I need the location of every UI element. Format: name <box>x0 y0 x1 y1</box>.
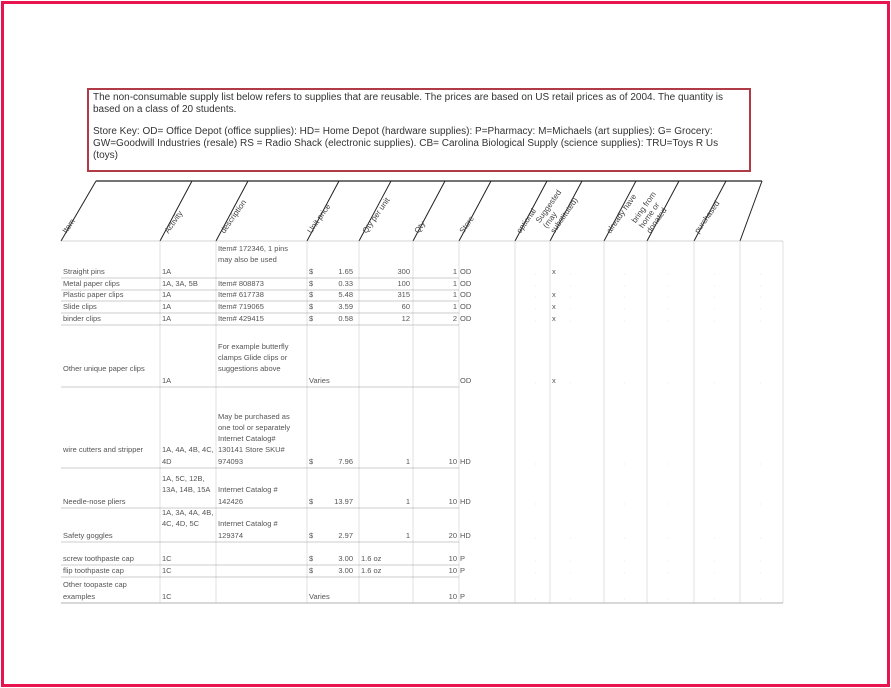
row-description: Internet Catalog # 142426 <box>218 485 278 506</box>
row-description: May be purchased as one tool or separately Internet Catalog# 130141 Store SKU# 974093 <box>218 411 291 466</box>
row-item: wire cutters and stripper <box>63 445 144 455</box>
row-qty: 1 <box>452 266 457 276</box>
row-activity: 1C <box>162 565 172 575</box>
row-currency: $ <box>309 289 314 299</box>
row-item: binder clips <box>63 313 101 323</box>
row-store: OD <box>460 313 472 323</box>
row-activity: 1A, 3A, 5B <box>162 278 198 288</box>
row-unit-price: Varies <box>309 375 330 385</box>
row-unit-price: 0.58 <box>338 313 353 323</box>
header-purchased: purchased <box>692 199 722 235</box>
row-qty-per-unit: 1 <box>405 530 410 540</box>
row-item: screw toothpaste cap <box>63 553 134 563</box>
row-store: OD <box>460 278 472 288</box>
row-activity: 1A <box>162 266 172 276</box>
row-suggested-mark: x <box>552 266 556 276</box>
row-store: HD <box>460 496 471 506</box>
row-item: Needle-nose pliers <box>63 496 126 506</box>
row-item: Straight pins <box>63 266 105 276</box>
row-currency: $ <box>309 456 314 466</box>
row-currency: $ <box>309 553 314 563</box>
row-store: HD <box>460 530 471 540</box>
row-suggested-mark: x <box>552 301 556 311</box>
row-qty: 10 <box>448 496 457 506</box>
row-qty: 10 <box>448 456 457 466</box>
row-qty-per-unit: 1 <box>405 456 410 466</box>
row-unit-price: 13.97 <box>334 496 353 506</box>
row-unit-price: 3.00 <box>338 565 353 575</box>
header-activity: Activity <box>162 209 185 235</box>
row-description: Internet Catalog # 129374 <box>218 519 278 540</box>
row-qty: 20 <box>448 530 457 540</box>
row-store: P <box>460 565 466 575</box>
row-store: OD <box>460 301 472 311</box>
row-item: Slide clips <box>63 301 97 311</box>
row-qty: 10 <box>448 565 457 575</box>
row-unit-price: 1.65 <box>338 266 353 276</box>
row-currency: $ <box>309 278 314 288</box>
row-unit-price: 7.96 <box>338 456 353 466</box>
header-qty: Qty <box>412 219 428 235</box>
row-qty-per-unit: 60 <box>401 301 410 311</box>
header-already-have: already have <box>604 192 639 235</box>
row-currency: $ <box>309 313 314 323</box>
row-qty: 1 <box>452 289 457 299</box>
header-bring-from-home: bring from home or donated <box>629 190 669 235</box>
row-description: Item# 719065 <box>218 301 264 311</box>
row-qty: 1 <box>452 278 457 288</box>
row-qty: 10 <box>448 591 457 601</box>
row-activity: 1A, 3A, 4A, 4B, 4C, 4D, 5C <box>162 508 214 529</box>
row-qty-per-unit: 1.6 oz <box>361 553 382 563</box>
header-item: Item <box>60 217 77 235</box>
row-qty-per-unit: 12 <box>401 313 410 323</box>
header-description: description <box>218 198 249 235</box>
row-item: Other toopaste cap examples <box>63 580 127 601</box>
row-activity: 1A <box>162 301 172 311</box>
row-item: Safety goggles <box>63 530 113 540</box>
row-activity: 1A <box>162 289 172 299</box>
row-store: P <box>460 591 466 601</box>
row-description: Item# 808873 <box>218 278 264 288</box>
row-qty: 1 <box>452 301 457 311</box>
row-activity: 1A <box>162 375 172 385</box>
row-activity: 1C <box>162 553 172 563</box>
row-qty-per-unit: 100 <box>397 278 410 288</box>
row-activity: 1C <box>162 591 172 601</box>
row-currency: $ <box>309 266 314 276</box>
row-store: OD <box>460 266 472 276</box>
header-suggested: Suggested (may substituted) <box>533 188 580 235</box>
row-unit-price: 5.48 <box>338 289 353 299</box>
row-suggested-mark: x <box>552 375 556 385</box>
row-unit-price: 3.00 <box>338 553 353 563</box>
row-item: Plastic paper clips <box>63 289 124 299</box>
row-unit-price: 3.59 <box>338 301 353 311</box>
row-store: HD <box>460 456 471 466</box>
row-qty-per-unit: 300 <box>397 266 410 276</box>
row-activity: 1A <box>162 313 172 323</box>
row-currency: $ <box>309 301 314 311</box>
header-store: Store <box>457 214 476 235</box>
row-store: OD <box>460 289 472 299</box>
header-optional: optional <box>514 206 539 235</box>
row-item: flip toothpaste cap <box>63 565 124 575</box>
row-unit-price: 2.97 <box>338 530 353 540</box>
header-unit-price: Unit price <box>305 202 333 235</box>
row-description: For example butterfly clamps Glide clips or suggestions above <box>218 341 289 374</box>
row-activity: 1A, 5C, 12B, 13A, 14B, 15A <box>162 474 211 495</box>
row-qty: 2 <box>452 313 457 323</box>
row-currency: $ <box>309 496 314 506</box>
note-store-key: Store Key: OD= Office Depot (office supplies): HD= Home Depot (hardware supplies): P=Pharmacy: M=Michaels (art supplies): G= Grocery: GW=Goodwill Industries (resale) RS = Radio Shack (electronic supplies). CB= Carolina Biological Supply (science supplies): TRU=Toys R Us (toys) <box>93 126 719 161</box>
row-unit-price: Varies <box>309 591 330 601</box>
row-store: OD <box>460 375 472 385</box>
row-description: Item# 429415 <box>218 313 264 323</box>
row-qty: 10 <box>448 553 457 563</box>
note-intro: The non-consumable supply list below refers to supplies that are reusable. The prices are based on US retail prices as of 2004. The quantity is based on a class of 20 students. <box>93 92 723 115</box>
row-qty-per-unit: 1 <box>405 496 410 506</box>
row-suggested-mark: x <box>552 313 556 323</box>
row-description: Item# 172346, 1 pins may also be used <box>218 244 289 265</box>
grid-line <box>740 181 762 241</box>
row-item: Metal paper clips <box>63 278 120 288</box>
row-description: Item# 617738 <box>218 289 264 299</box>
row-activity: 1A, 4A, 4B, 4C, 4D <box>162 445 214 466</box>
row-suggested-mark: x <box>552 289 556 299</box>
row-currency: $ <box>309 530 314 540</box>
row-store: P <box>460 553 466 563</box>
row-unit-price: 0.33 <box>338 278 353 288</box>
row-qty-per-unit: 315 <box>397 289 410 299</box>
header-qty-per-unit: Qty per unit <box>360 195 392 235</box>
row-item: Other unique paper clips <box>63 364 145 374</box>
row-qty-per-unit: 1.6 oz <box>361 565 382 575</box>
row-currency: $ <box>309 565 314 575</box>
